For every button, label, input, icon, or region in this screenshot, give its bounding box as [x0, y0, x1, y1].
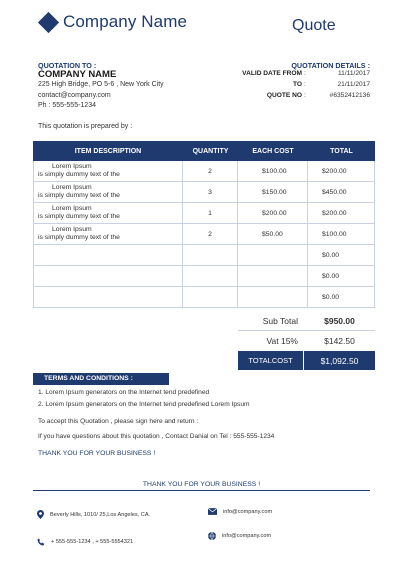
- item-subtitle: is simply dummy text of the: [38, 234, 120, 241]
- footer-email-1-text[interactable]: info@company.com: [223, 508, 273, 515]
- detail-colon: :: [304, 92, 306, 99]
- item-description[interactable]: [33, 266, 183, 286]
- item-total: $100.00: [308, 224, 375, 244]
- table-row: [33, 266, 375, 287]
- footer-email-2-text[interactable]: info@company.com: [222, 533, 272, 539]
- item-each-cost[interactable]: $100.00: [238, 161, 308, 181]
- footer-address-text: Beverly Hills, 1010/ 25,Los Angeles, CA.: [50, 511, 151, 518]
- table-row: [33, 161, 375, 182]
- item-quantity[interactable]: 1: [183, 203, 238, 223]
- contact-info: If you have questions about this quotation , Contact Danial on Tel : 555-555-1234: [38, 433, 275, 440]
- client-address: 225 High Bridge, PO 5-6 , New York City: [38, 81, 164, 88]
- detail-key: TO: [292, 81, 302, 88]
- item-subtitle: is simply dummy text of the: [38, 171, 120, 178]
- detail-key: QUOTE NO: [266, 92, 302, 99]
- thank-you-note: THANK YOU FOR YOUR BUSINESS !: [38, 450, 156, 457]
- quotation-details-label: QUOTATION DETAILS :: [291, 61, 370, 70]
- header-item-description: ITEM DESCRIPTION: [74, 147, 142, 155]
- company-name: Company Name: [63, 12, 188, 31]
- total-label-line2: COST: [271, 355, 293, 365]
- envelope-icon: [208, 508, 217, 515]
- diamond-logo-icon: [38, 11, 59, 32]
- phone-icon: [37, 538, 45, 546]
- item-description[interactable]: [33, 161, 183, 181]
- item-description[interactable]: [33, 182, 183, 202]
- item-total: $0.00: [308, 245, 375, 265]
- total-cost-label: [238, 351, 304, 370]
- item-each-cost[interactable]: [238, 245, 308, 265]
- item-subtitle: is simply dummy text of the: [38, 213, 120, 220]
- item-total: $200.00: [308, 161, 375, 181]
- total-cost-value: $1,092.50: [320, 355, 359, 366]
- footer-email-2: [208, 532, 271, 540]
- vat-row: [238, 331, 375, 351]
- item-description[interactable]: [33, 245, 183, 265]
- item-quantity[interactable]: [183, 287, 238, 307]
- item-quantity[interactable]: 3: [183, 182, 238, 202]
- item-total: $0.00: [308, 266, 375, 286]
- detail-colon: :: [304, 70, 306, 77]
- item-each-cost[interactable]: [238, 266, 308, 286]
- item-title: Lorem Ipsum: [52, 163, 92, 170]
- footer-phones-text: + 555-555-1234 , + 555-5554321: [51, 539, 134, 545]
- item-each-cost[interactable]: $150.00: [238, 182, 308, 202]
- header-total: TOTAL: [330, 147, 353, 155]
- sub-total-value: $950.00: [324, 315, 355, 326]
- item-total: $0.00: [308, 287, 375, 307]
- item-subtitle: is simply dummy text of the: [38, 192, 120, 199]
- location-pin-icon: [37, 510, 44, 519]
- item-quantity[interactable]: 2: [183, 161, 238, 181]
- item-each-cost[interactable]: $50.00: [238, 224, 308, 244]
- footer-thank-you: THANK YOU FOR YOUR BUSINESS !: [142, 481, 261, 488]
- item-description[interactable]: [33, 224, 183, 244]
- company-logo: [38, 12, 187, 32]
- page-title: Quote: [292, 17, 336, 34]
- total-cost-row: [238, 351, 375, 370]
- total-label-line1: TOTAL: [248, 355, 272, 365]
- detail-value: 21/11/2017: [337, 81, 370, 88]
- footer-phones: [37, 538, 133, 546]
- footer-address: [37, 510, 150, 519]
- item-title: Lorem Ipsum: [52, 226, 92, 233]
- sub-total-row: [238, 311, 375, 331]
- table-header: [33, 141, 375, 161]
- item-quantity[interactable]: 2: [183, 224, 238, 244]
- table-row: [33, 245, 375, 266]
- item-quantity[interactable]: [183, 245, 238, 265]
- item-description[interactable]: [33, 203, 183, 223]
- header-quantity: QUANTITY: [192, 147, 229, 155]
- table-row: [33, 203, 375, 224]
- detail-key: VALID DATE FROM: [242, 70, 302, 77]
- detail-colon: :: [304, 81, 306, 88]
- detail-value: #6352412136: [329, 92, 370, 99]
- client-name: COMPANY NAME: [38, 69, 117, 80]
- vat-label: Vat 15%: [266, 336, 298, 346]
- globe-icon: [208, 532, 216, 540]
- quotation-to-label: QUOTATION TO :: [38, 61, 97, 70]
- vat-value: $142.50: [324, 336, 355, 346]
- item-description[interactable]: [33, 287, 183, 307]
- item-quantity[interactable]: [183, 266, 238, 286]
- term-item-1: 1. Lorem Ipsum generators on the Internet tend predefined: [38, 389, 210, 396]
- terms-heading: TERMS AND CONDITIONS :: [33, 373, 169, 385]
- prepared-by: This quotation is prepared by :: [38, 123, 133, 130]
- item-each-cost[interactable]: [238, 287, 308, 307]
- item-title: Lorem Ipsum: [52, 205, 92, 212]
- client-email: contact@company.com: [38, 92, 111, 99]
- item-total: $450.00: [308, 182, 375, 202]
- table-row: [33, 287, 375, 308]
- sub-total-label: Sub Total: [262, 315, 298, 326]
- footer-email-1: [208, 508, 272, 515]
- item-each-cost[interactable]: $200.00: [238, 203, 308, 223]
- footer-divider: [33, 490, 370, 491]
- items-table: [33, 141, 375, 308]
- accept-instructions: To accept this Quotation , please sign here and return :: [38, 418, 199, 425]
- table-row: [33, 224, 375, 245]
- item-total: $200.00: [308, 203, 375, 223]
- term-item-2: 2. Lorem Ipsum generators on the Internet tend predefined Lorem Ipsum: [38, 401, 250, 408]
- table-row: [33, 182, 375, 203]
- header-each-cost: EACH COST: [252, 147, 294, 155]
- item-title: Lorem Ipsum: [52, 184, 92, 191]
- client-phone: Ph : 555-555-1234: [38, 102, 96, 109]
- detail-value: 11/11/2017: [337, 70, 370, 77]
